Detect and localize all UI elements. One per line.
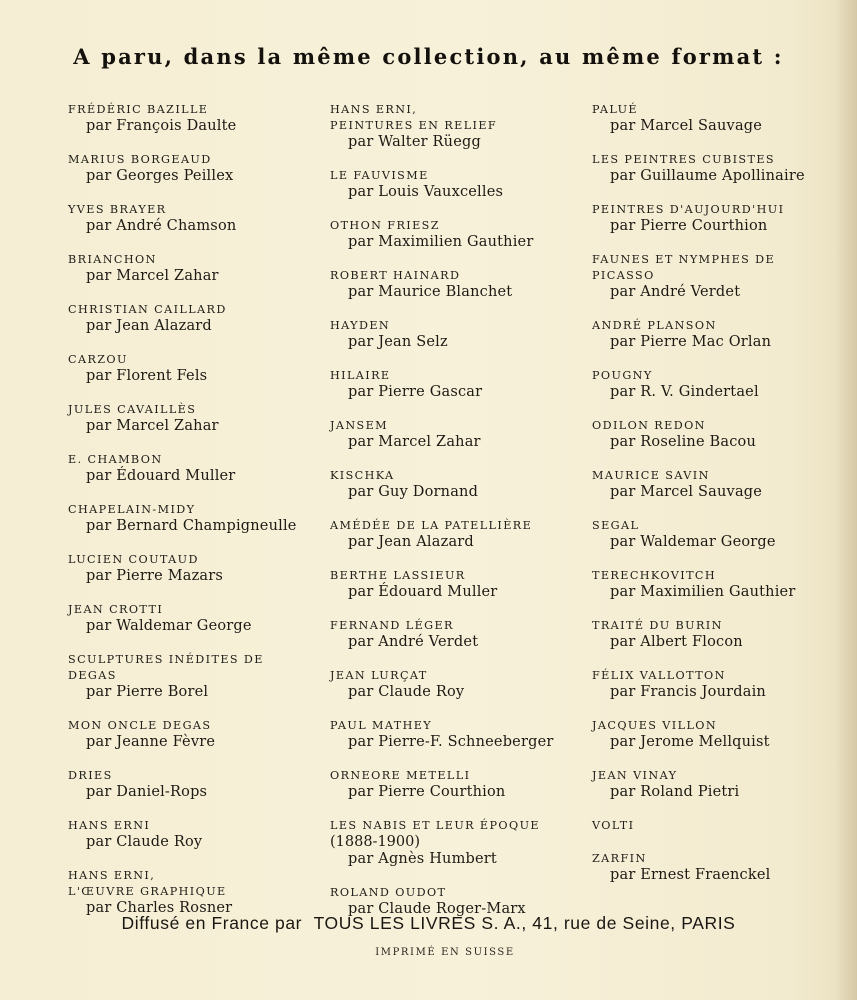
entry-author: par Marcel Zahar	[348, 434, 481, 450]
entry-author: par Jean Alazard	[86, 318, 212, 334]
catalog-entry	[592, 252, 852, 301]
publisher-address: TOUS LES LIVRES S. A., 41, rue de Seine, PARIS	[313, 913, 736, 933]
catalog-entry	[68, 768, 328, 801]
catalog-entry	[68, 152, 328, 185]
entry-subject: HAYDEN	[330, 319, 391, 332]
entry-subject: CHAPELAIN-MIDY	[68, 503, 196, 516]
entry-subject: JEAN CROTTI	[68, 603, 164, 616]
entry-author: par Pierre Borel	[86, 684, 209, 700]
entry-author: par R. V. Gindertael	[610, 384, 759, 400]
catalog-entry	[592, 418, 852, 451]
entry-subject-dates: (1888-1900)	[330, 834, 421, 850]
entry-subject: PALUÉ	[592, 103, 638, 116]
entry-subject: TERECHKOVITCH	[592, 569, 717, 582]
catalog-entry	[592, 318, 852, 351]
entry-author: par Roseline Bacou	[610, 434, 757, 450]
entry-subject: PEINTRES D'AUJOURD'HUI	[592, 203, 785, 216]
entry-author: par Marcel Sauvage	[610, 118, 763, 134]
catalog-entry	[68, 102, 328, 135]
entry-author: par Bernard Champigneulle	[86, 518, 297, 534]
entry-subject: ANDRÉ PLANSON	[592, 319, 717, 332]
entry-author: par Jean Selz	[348, 334, 448, 350]
catalog-entry	[330, 268, 590, 301]
catalog-entry	[330, 102, 590, 151]
entry-subject: LE FAUVISME	[330, 169, 429, 182]
entry-subject: FÉLIX VALLOTTON	[592, 669, 726, 682]
catalog-entry	[592, 851, 852, 884]
catalog-entry	[68, 202, 328, 235]
entry-author: par André Chamson	[86, 218, 237, 234]
entry-subject: FRÉDÉRIC BAZILLE	[68, 103, 209, 116]
entry-author: par Georges Peillex	[86, 168, 234, 184]
entry-author: par Agnès Humbert	[348, 851, 497, 867]
catalog-entry	[68, 868, 328, 917]
catalog-entry	[592, 568, 852, 601]
entry-author: par Guy Dornand	[348, 484, 479, 500]
catalog-entry	[68, 352, 328, 385]
catalog-entry	[68, 452, 328, 485]
catalog-entry	[330, 818, 590, 868]
entry-subject: VOLTI	[592, 819, 635, 832]
catalog-entry	[330, 218, 590, 251]
entry-subject: MARIUS BORGEAUD	[68, 153, 212, 166]
entry-author: par Pierre-F. Schneeberger	[348, 734, 554, 750]
entry-subject: LUCIEN COUTAUD	[68, 553, 199, 566]
entry-subject: FERNAND LÉGER	[330, 619, 454, 632]
entry-subject: ODILON REDON	[592, 419, 706, 432]
catalog-entry	[592, 518, 852, 551]
entry-author: par Albert Flocon	[610, 634, 743, 650]
entry-subject: ORNEORE METELLI	[330, 769, 471, 782]
catalog-entry	[330, 468, 590, 501]
catalog-entry	[592, 618, 852, 651]
catalog-entry	[68, 818, 328, 851]
entry-subject: JULES CAVAILLÈS	[68, 403, 197, 416]
entry-author: par Francis Jourdain	[610, 684, 766, 700]
entry-author: par Marcel Zahar	[86, 418, 219, 434]
catalog-entry	[330, 668, 590, 701]
catalog-entry	[592, 102, 852, 135]
catalog-entry	[330, 518, 590, 551]
page-title: A paru, dans la même collection, au même format :	[73, 44, 784, 69]
catalog-entry	[592, 202, 852, 235]
catalog-entry	[330, 718, 590, 751]
catalog-entry	[68, 552, 328, 585]
catalog-entry	[592, 368, 852, 401]
catalog-entry	[330, 418, 590, 451]
catalog-column-3	[592, 102, 852, 901]
entry-author: par Waldemar George	[610, 534, 776, 550]
entry-subject: JACQUES VILLON	[592, 719, 718, 732]
catalog-entry	[330, 568, 590, 601]
entry-subject: PAUL MATHEY	[330, 719, 433, 732]
entry-author: par Maximilien Gauthier	[610, 584, 796, 600]
entry-subject: JANSEM	[330, 419, 389, 432]
entry-subject: HILAIRE	[330, 369, 391, 382]
entry-author: par Maximilien Gauthier	[348, 234, 534, 250]
entry-subject: YVES BRAYER	[68, 203, 167, 216]
entry-subject: HANS ERNI, L'ŒUVRE GRAPHIQUE	[68, 869, 227, 898]
catalog-entry	[592, 768, 852, 801]
entry-author: par Marcel Zahar	[86, 268, 219, 284]
entry-subject: JEAN LURÇAT	[330, 669, 428, 682]
entry-author: par André Verdet	[348, 634, 479, 650]
entry-author: par Roland Pietri	[610, 784, 740, 800]
entry-subject: SCULPTURES INÉDITES DE DEGAS	[68, 653, 264, 682]
distribution-line	[0, 913, 857, 934]
entry-author: par Marcel Sauvage	[610, 484, 763, 500]
entry-author: par Charles Rosner	[86, 900, 233, 916]
catalog-entry	[68, 652, 328, 701]
catalog-entry	[330, 618, 590, 651]
catalog-entry	[68, 252, 328, 285]
entry-author: par Pierre Mazars	[86, 568, 224, 584]
entry-subject: FAUNES ET NYMPHES DE PICASSO	[592, 253, 776, 282]
entry-author: par Maurice Blanchet	[348, 284, 513, 300]
catalog-entry	[330, 318, 590, 351]
entry-subject: HANS ERNI, PEINTURES EN RELIEF	[330, 103, 498, 132]
entry-author: par Édouard Muller	[86, 468, 236, 484]
entry-subject: OTHON FRIESZ	[330, 219, 440, 232]
entry-author: par Pierre Courthion	[610, 218, 768, 234]
entry-author: par Jeanne Fèvre	[86, 734, 216, 750]
entry-author: par Pierre Mac Orlan	[610, 334, 772, 350]
catalog-entry	[330, 168, 590, 201]
catalog-entry	[592, 818, 852, 834]
printed-in-note: IMPRIMÉ EN SUISSE	[375, 947, 515, 958]
catalog-entry	[592, 668, 852, 701]
entry-subject: MON ONCLE DEGAS	[68, 719, 212, 732]
entry-author: par Waldemar George	[86, 618, 252, 634]
entry-subject: JEAN VINAY	[592, 769, 678, 782]
entry-subject: AMÉDÉE DE LA PATELLIÈRE	[330, 519, 533, 532]
entry-author: par Ernest Fraenckel	[610, 867, 771, 883]
entry-author: par André Verdet	[610, 284, 741, 300]
entry-subject: BRIANCHON	[68, 253, 157, 266]
distribution-label: Diffusé en France par	[121, 913, 303, 933]
catalog-entry	[330, 768, 590, 801]
catalog-column-2	[330, 102, 590, 935]
catalog-entry	[68, 402, 328, 435]
entry-author: par Claude Roy	[348, 684, 465, 700]
catalog-entry	[592, 152, 852, 185]
entry-subject: E. CHAMBON	[68, 453, 163, 466]
catalog-column-1	[68, 102, 328, 934]
catalog-entry	[68, 718, 328, 751]
entry-subject: MAURICE SAVIN	[592, 469, 710, 482]
entry-author: par Louis Vauxcelles	[348, 184, 504, 200]
entry-author: par Jerome Mellquist	[610, 734, 770, 750]
catalog-entry	[330, 368, 590, 401]
entry-author: par Pierre Gascar	[348, 384, 483, 400]
entry-author: par Florent Fels	[86, 368, 208, 384]
entry-author: par Claude Roger-Marx	[348, 901, 526, 917]
catalog-entry	[68, 602, 328, 635]
catalog-entry	[68, 502, 328, 535]
entry-subject: POUGNY	[592, 369, 653, 382]
entry-subject: CARZOU	[68, 353, 128, 366]
entry-author: par Jean Alazard	[348, 534, 474, 550]
entry-author: par François Daulte	[86, 118, 237, 134]
entry-author: par Guillaume Apollinaire	[610, 168, 805, 184]
entry-subject: SEGAL	[592, 519, 640, 532]
catalog-entry	[68, 302, 328, 335]
entry-author: par Daniel-Rops	[86, 784, 208, 800]
entry-subject: CHRISTIAN CAILLARD	[68, 303, 227, 316]
catalog-entry	[592, 468, 852, 501]
entry-subject: LES NABIS ET LEUR ÉPOQUE	[330, 819, 540, 832]
entry-subject: BERTHE LASSIEUR	[330, 569, 466, 582]
catalog-entry	[592, 718, 852, 751]
entry-author: par Édouard Muller	[348, 584, 498, 600]
entry-subject: ROLAND OUDOT	[330, 886, 447, 899]
entry-subject: TRAITÉ DU BURIN	[592, 619, 723, 632]
entry-subject: ROBERT HAINARD	[330, 269, 461, 282]
entry-subject: ZARFIN	[592, 852, 647, 865]
entry-subject: DRIES	[68, 769, 113, 782]
entry-subject: KISCHKA	[330, 469, 395, 482]
entry-subject: HANS ERNI	[68, 819, 151, 832]
entry-author: par Pierre Courthion	[348, 784, 506, 800]
entry-author: par Walter Rüegg	[348, 134, 481, 150]
entry-subject: LES PEINTRES CUBISTES	[592, 153, 775, 166]
entry-author: par Claude Roy	[86, 834, 203, 850]
